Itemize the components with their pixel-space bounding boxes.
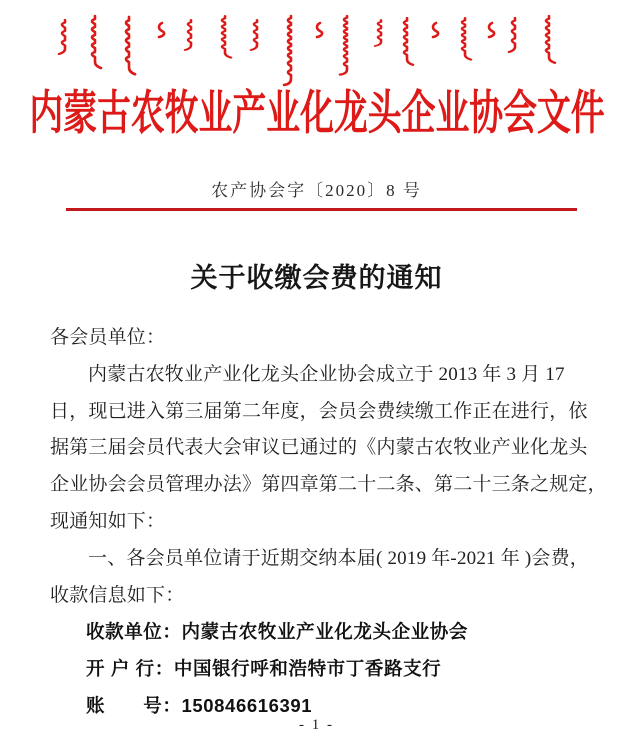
red-divider-line: [66, 208, 577, 211]
document-number: 农产协会字〔2020〕8 号: [211, 181, 422, 200]
bank-name-line: 开 户 行：中国银行呼和浩特市丁香路支行: [86, 658, 442, 680]
page-number: - 1 -: [299, 717, 334, 733]
account-number-line: 账 号：150846616391: [86, 694, 313, 716]
body-line: 内蒙古农牧业产业化龙头企业协会成立于 2013 年 3 月 17: [88, 363, 565, 385]
notice-title: 关于收缴会费的通知: [190, 263, 443, 293]
document-body: [50, 320, 607, 725]
body-line: 日，现已进入第三届第二年度，会员会费续缴工作正在进行，依: [50, 400, 588, 422]
body-line: 企业协会会员管理办法》第四章第二十二条、第二十三条之规定，: [50, 474, 607, 496]
mongolian-script-glyphs: [57, 12, 577, 100]
body-line: 收款信息如下：: [50, 584, 185, 606]
issuing-org-title: 内蒙古农牧业产业化龙头企业协会文件: [28, 88, 605, 140]
mongolian-script-header-icon: [57, 12, 577, 100]
body-line: 据第三届会员代表大会审议已通过的《内蒙古农牧业产业化龙头: [50, 437, 588, 459]
body-line: 现通知如下：: [50, 510, 166, 532]
payee-name-line: 收款单位：内蒙古农牧业产业化龙头企业协会: [86, 621, 469, 643]
salutation-line: 各会员单位：: [50, 327, 166, 348]
body-line: 一、各会员单位请于近期交纳本届( 2019 年-2021 年 )会费，: [88, 547, 589, 569]
